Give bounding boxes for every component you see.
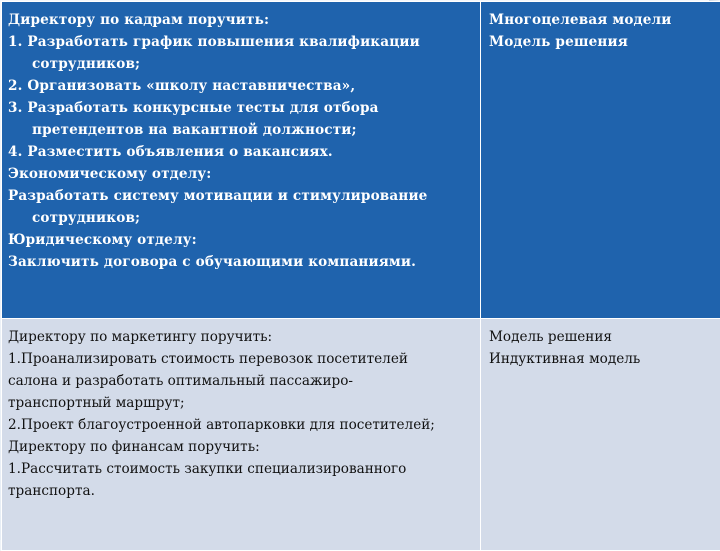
models-cell-hr (481, 2, 720, 319)
text-line: 2.Проект благоустроенной автопарковки для посетителей; (8, 414, 474, 436)
text-line: Разработать систему мотивации и стимулирование (8, 185, 474, 207)
text-line: сотрудников; (8, 207, 474, 229)
text-line: транспорта. (8, 480, 474, 502)
task-table (1, 1, 720, 551)
models-cell-marketing (481, 319, 720, 551)
model-label: Модель решения (489, 31, 720, 53)
text-line: претендентов на вакантной должности; (8, 119, 474, 141)
text-line: Экономическому отделу: (8, 163, 474, 185)
text-line: 3. Разработать конкурсные тесты для отбора (8, 97, 474, 119)
text-line: Заключить договора с обучающими компаниями. (8, 251, 474, 273)
text-line: Юридическому отделу: (8, 229, 474, 251)
table-row (2, 2, 720, 319)
text-line: 1.Рассчитать стоимость закупки специализированного (8, 458, 474, 480)
model-label: Многоцелевая модели (489, 9, 720, 31)
text-line: 2. Организовать «школу наставничества», (8, 75, 474, 97)
text-line: 1.Проанализировать стоимость перевозок посетителей (8, 348, 474, 370)
text-line: сотрудников; (8, 53, 474, 75)
text-line: салона и разработать оптимальный пассажиро- (8, 370, 474, 392)
text-line: Директору по финансам поручить: (8, 436, 474, 458)
tasks-cell-hr (2, 2, 481, 319)
model-label: Индуктивная модель (489, 348, 720, 370)
tasks-cell-marketing (2, 319, 481, 551)
text-line: транспортный маршрут; (8, 392, 474, 414)
text-line: 1. Разработать график повышения квалификации (8, 31, 474, 53)
text-line: 4. Разместить объявления о вакансиях. (8, 141, 474, 163)
text-line: Директору по кадрам поручить: (8, 9, 474, 31)
table-row (2, 319, 720, 551)
text-line: Директору по маркетингу поручить: (8, 326, 474, 348)
model-label: Модель решения (489, 326, 720, 348)
